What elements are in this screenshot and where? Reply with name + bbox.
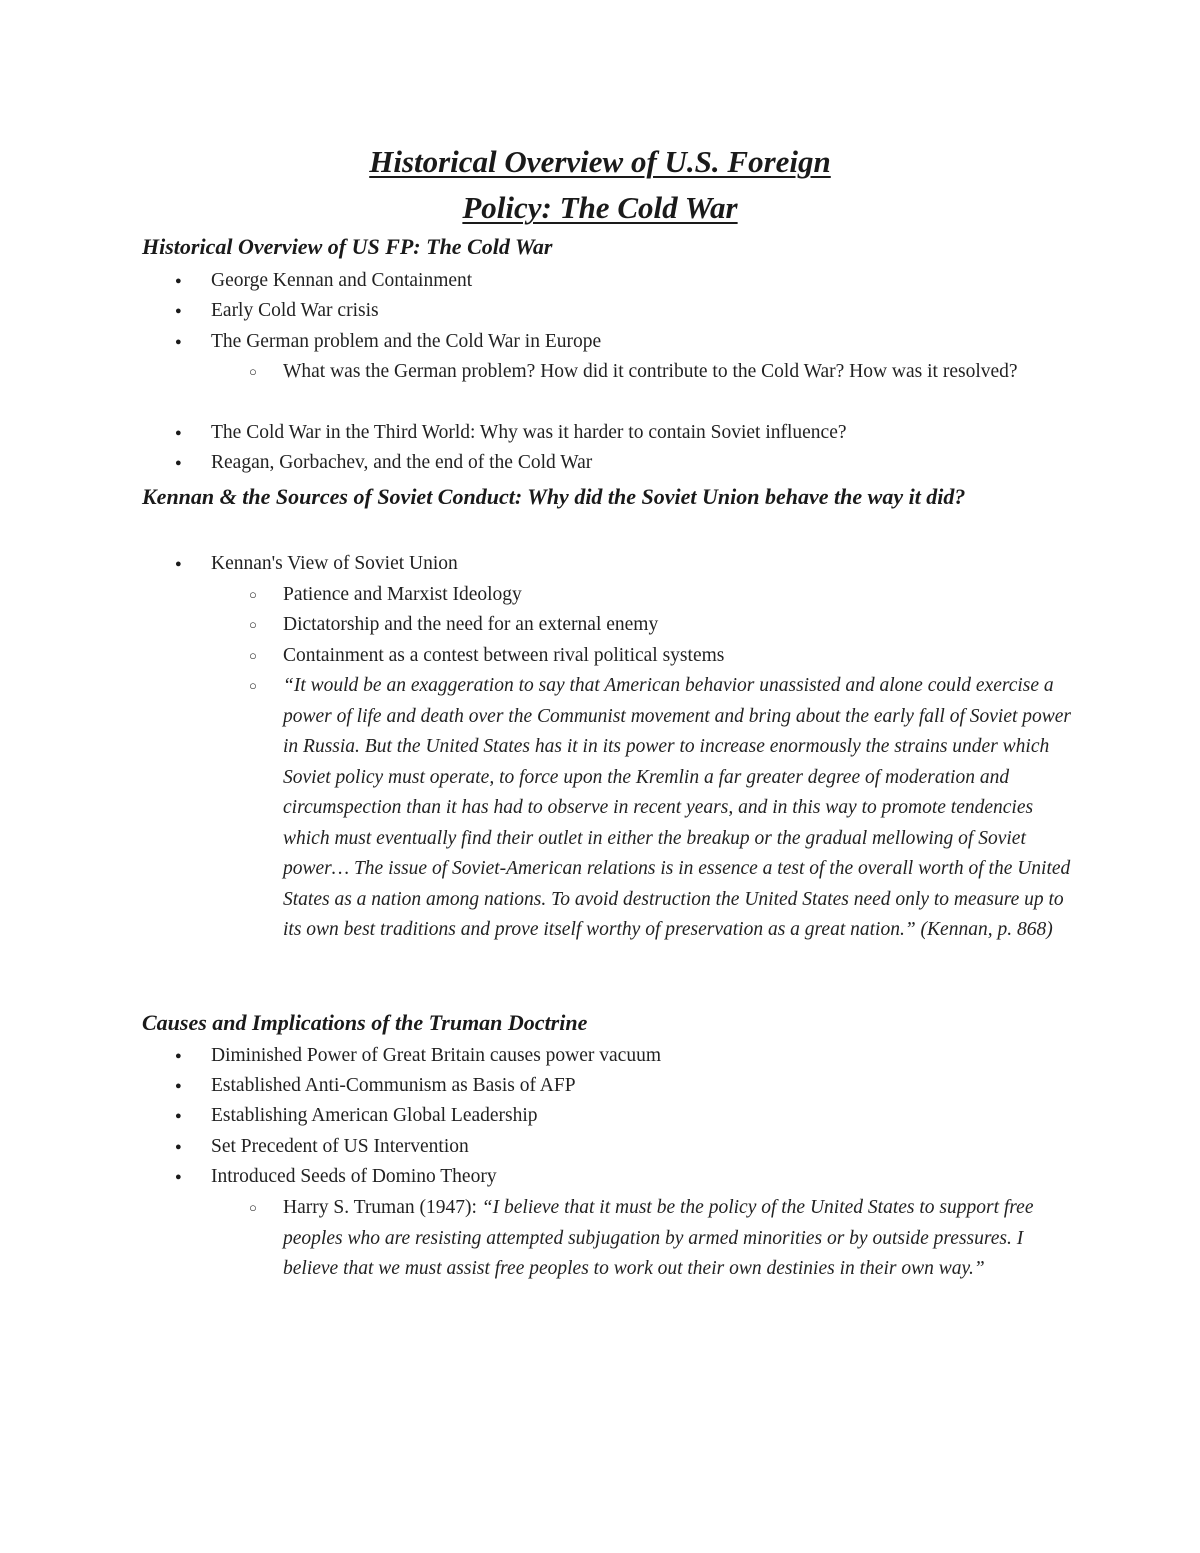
section-heading-truman: Causes and Implications of the Truman Doctrine (142, 1010, 588, 1035)
list-item: Introduced Seeds of Domino Theory (211, 1166, 497, 1187)
page-title-line-1: Historical Overview of U.S. Foreign (369, 144, 831, 179)
list-item-sub: Containment as a contest between rival political systems (283, 645, 725, 666)
hollow-bullet-icon: ○ (249, 617, 257, 632)
list-item: Diminished Power of Great Britain causes power vacuum (211, 1045, 662, 1066)
bullet-icon: ● (175, 1171, 182, 1183)
section-heading-kennan: Kennan & the Sources of Soviet Conduct: Why did the Soviet Union behave the way it did? (142, 484, 966, 509)
bullet-icon: ● (175, 558, 182, 570)
kennan-quote: “It would be an exaggeration to say that American behavior unassisted and alone could exercise a power of life and death over the Communist movement and bring about the early fall of Soviet power in Russia. But the United States has it in its power to increase enormously the strains under which Soviet policy must operate, to force upon the Kremlin a far greater degree of moderation and circumspection than it has had to observe in recent years, and in this way to promote tendencies which must eventually find their outlet in either the breakup or the gradual mellowing of Soviet power… The issue of Soviet-American relations is in essence a test of the overall worth of the United States as a nation among nations. To avoid destruction the United States need only to measure up to its own best traditions and prove itself worthy of preservation as a great nation.” (Kennan, p. 868) (283, 675, 1072, 940)
bullet-icon: ● (175, 275, 182, 287)
list-item: Set Precedent of US Intervention (211, 1136, 469, 1157)
hollow-bullet-icon: ○ (249, 678, 257, 693)
section-heading-overview: Historical Overview of US FP: The Cold War (142, 234, 553, 259)
bullet-icon: ● (175, 336, 182, 348)
bullet-icon: ● (175, 427, 182, 439)
list-item: Established Anti-Communism as Basis of AFP (211, 1075, 576, 1096)
bullet-icon: ● (175, 1050, 182, 1062)
bullet-icon: ● (175, 457, 182, 469)
truman-quote: “I believe that it must be the policy of the United States to support free peoples who are resisting attempted subjugation by armed minorities or by outside pressures. I believe that we must assist free peoples to work out their own destinies in their own way.” (283, 1197, 1034, 1279)
list-item: The German problem and the Cold War in Europe (211, 331, 602, 352)
bullet-icon: ● (175, 1141, 182, 1153)
bullet-icon: ● (175, 305, 182, 317)
list-item: Early Cold War crisis (211, 300, 379, 321)
hollow-bullet-icon: ○ (249, 364, 257, 379)
list-item: Reagan, Gorbachev, and the end of the Cold War (211, 452, 593, 473)
bullet-icon: ● (175, 1110, 182, 1122)
hollow-bullet-icon: ○ (249, 1200, 257, 1215)
hollow-bullet-icon: ○ (249, 587, 257, 602)
page-title-line-2: Policy: The Cold War (462, 190, 738, 225)
hollow-bullet-icon: ○ (249, 648, 257, 663)
list-item: George Kennan and Containment (211, 270, 473, 291)
list-item-sub: What was the German problem? How did it contribute to the Cold War? How was it resolved? (283, 361, 1018, 382)
list-item-sub: Dictatorship and the need for an external enemy (283, 614, 659, 635)
list-item-sub: Patience and Marxist Ideology (283, 584, 522, 605)
list-item: Establishing American Global Leadership (211, 1105, 538, 1126)
bullet-icon: ● (175, 1080, 182, 1092)
list-item: Kennan's View of Soviet Union (211, 553, 458, 574)
truman-quote-attribution: Harry S. Truman (1947): (283, 1197, 482, 1218)
list-item: The Cold War in the Third World: Why was it harder to contain Soviet influence? (211, 422, 847, 443)
truman-quote-item (283, 1193, 1073, 1285)
